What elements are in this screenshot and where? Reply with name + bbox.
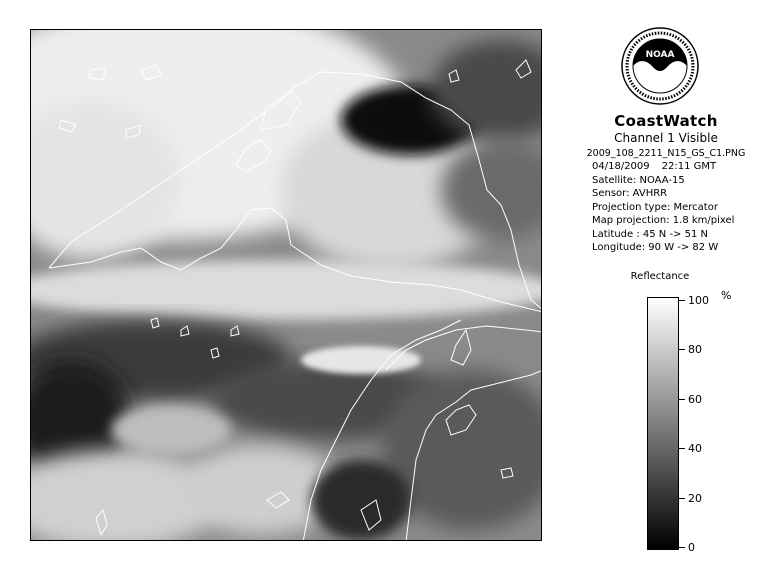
logo-text: NOAA (645, 50, 675, 60)
latitude-value: Latitude : 45 N -> 51 N (592, 228, 708, 240)
colorbar-title: Reflectance (630, 271, 690, 282)
date-value: 04/18/2009 (592, 161, 650, 172)
file-name: 2009_108_2211_N15_GS_C1.PNG (586, 148, 746, 159)
satellite-image-svg (31, 30, 542, 541)
colorbar-tick-label: 60 (688, 392, 702, 406)
longitude-value: Longitude: 90 W -> 82 W (592, 242, 719, 253)
metadata-list (592, 160, 772, 255)
colorbar-tick-label: 40 (688, 442, 702, 456)
colorbar-tick (679, 300, 685, 301)
time-value: 22:11 GMT (661, 161, 717, 172)
colorbar-tick-label: 100 (688, 294, 709, 307)
projection-type-value: Projection type: Mercator (592, 201, 718, 213)
map-projection-value: Map projection: 1.8 km/pixel (592, 215, 735, 226)
colorbar-tick (679, 399, 685, 400)
cloud-layer (31, 30, 542, 541)
colorbar-tick-label: 80 (688, 343, 702, 357)
colorbar-tick (679, 349, 685, 350)
colorbar (647, 297, 679, 550)
info-panel (560, 112, 772, 255)
colorbar-tick (679, 498, 685, 499)
satellite-image (30, 29, 542, 541)
colorbar-tick-label: 0 (688, 541, 695, 554)
colorbar-tick (679, 448, 685, 449)
colorbar-tick (679, 547, 685, 548)
app-title: CoastWatch (614, 112, 718, 130)
colorbar-unit: % (721, 289, 732, 302)
datetime (592, 160, 772, 174)
colorbar-tick-label: 20 (688, 491, 702, 505)
noaa-logo-icon (620, 26, 700, 106)
channel-label: Channel 1 Visible (614, 131, 718, 145)
sensor-value: Sensor: AVHRR (592, 188, 668, 199)
satellite-value: Satellite: NOAA-15 (592, 174, 685, 186)
